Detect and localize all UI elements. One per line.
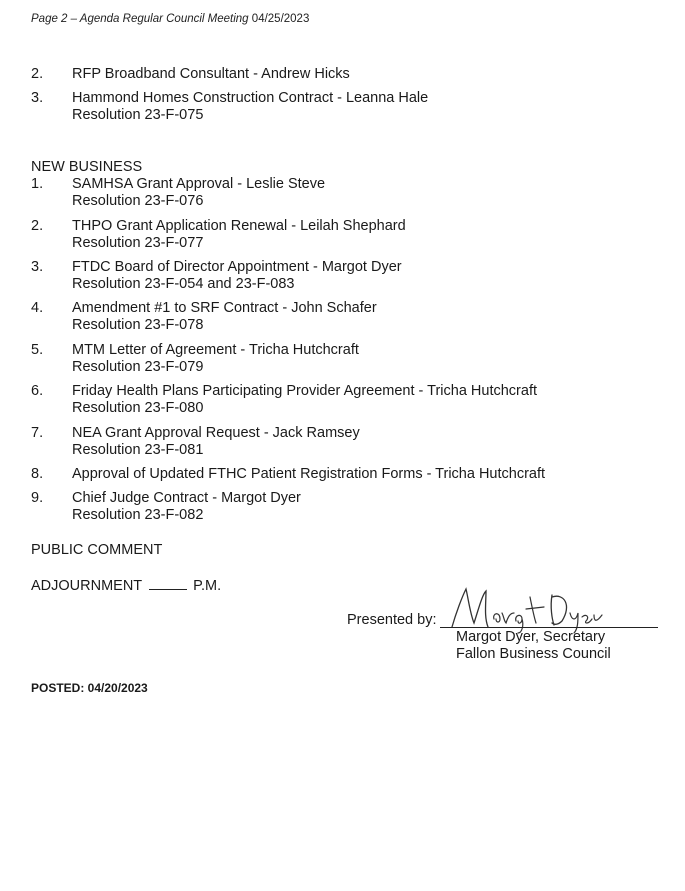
item-text	[72, 218, 406, 252]
item-resolution: Resolution 23-F-082	[72, 507, 204, 523]
page-header	[31, 13, 309, 25]
adjournment-time-blank	[149, 577, 187, 590]
item-number: 9.	[31, 490, 44, 506]
item-resolution: Resolution 23-F-081	[72, 442, 204, 458]
item-title: Approval of Updated FTHC Patient Registration Forms - Tricha Hutchcraft	[72, 466, 546, 482]
item-number: 7.	[31, 425, 44, 441]
item-title: Amendment #1 to SRF Contract - John Schafer	[72, 300, 377, 316]
item-resolution: Resolution 23-F-079	[72, 359, 204, 375]
item-title: Chief Judge Contract - Margot Dyer	[72, 490, 301, 506]
item-number: 2.	[31, 66, 44, 82]
adjournment-suffix: P.M.	[193, 578, 222, 594]
item-number: 2.	[31, 218, 44, 234]
section-heading-public-comment: PUBLIC COMMENT	[31, 542, 163, 558]
page-header-date: 04/25/2023	[251, 13, 310, 25]
item-title: THPO Grant Application Renewal - Leilah Shephard	[72, 218, 406, 234]
item-number: 6.	[31, 383, 44, 399]
item-number: 8.	[31, 466, 44, 482]
posted-date: POSTED: 04/20/2023	[31, 681, 148, 695]
item-title: Friday Health Plans Participating Provider Agreement - Tricha Hutchcraft	[72, 383, 538, 399]
item-resolution: Resolution 23-F-078	[72, 317, 204, 333]
item-text	[72, 466, 545, 483]
signature-line	[440, 627, 658, 628]
item-title: NEA Grant Approval Request - Jack Ramsey	[72, 425, 360, 441]
item-title: Hammond Homes Construction Contract - Leanna Hale	[72, 90, 429, 106]
item-text	[72, 490, 301, 524]
presented-by-label: Presented by:	[347, 612, 437, 628]
item-title: SAMHSA Grant Approval - Leslie Steve	[72, 176, 326, 192]
item-text	[72, 300, 377, 334]
item-number: 3.	[31, 90, 44, 106]
item-text	[72, 342, 359, 376]
item-title: FTDC Board of Director Appointment - Margot Dyer	[72, 259, 402, 275]
item-resolution: Resolution 23-F-080	[72, 400, 204, 416]
item-text	[72, 66, 350, 83]
item-resolution: Resolution 23-F-076	[72, 193, 204, 209]
signer-name-title: Margot Dyer, Secretary	[456, 629, 606, 645]
item-text	[72, 176, 325, 210]
item-title: RFP Broadband Consultant - Andrew Hicks	[72, 66, 350, 82]
item-number: 3.	[31, 259, 44, 275]
item-number: 1.	[31, 176, 44, 192]
page-header-text: Page 2 – Agenda Regular Council Meeting	[31, 13, 249, 25]
item-number: 4.	[31, 300, 44, 316]
item-resolution: Resolution 23-F-054 and 23-F-083	[72, 276, 295, 292]
adjournment-line	[31, 577, 221, 594]
item-text	[72, 425, 360, 459]
signer-block	[456, 629, 611, 663]
signer-organization: Fallon Business Council	[456, 646, 611, 662]
item-resolution: Resolution 23-F-075	[72, 107, 204, 123]
item-title: MTM Letter of Agreement - Tricha Hutchcraft	[72, 342, 359, 358]
item-text	[72, 259, 402, 293]
item-text	[72, 90, 428, 124]
item-resolution: Resolution 23-F-077	[72, 235, 204, 251]
item-text	[72, 383, 537, 417]
section-heading-new-business: NEW BUSINESS	[31, 159, 143, 175]
item-number: 5.	[31, 342, 44, 358]
adjournment-label: ADJOURNMENT	[31, 578, 143, 594]
